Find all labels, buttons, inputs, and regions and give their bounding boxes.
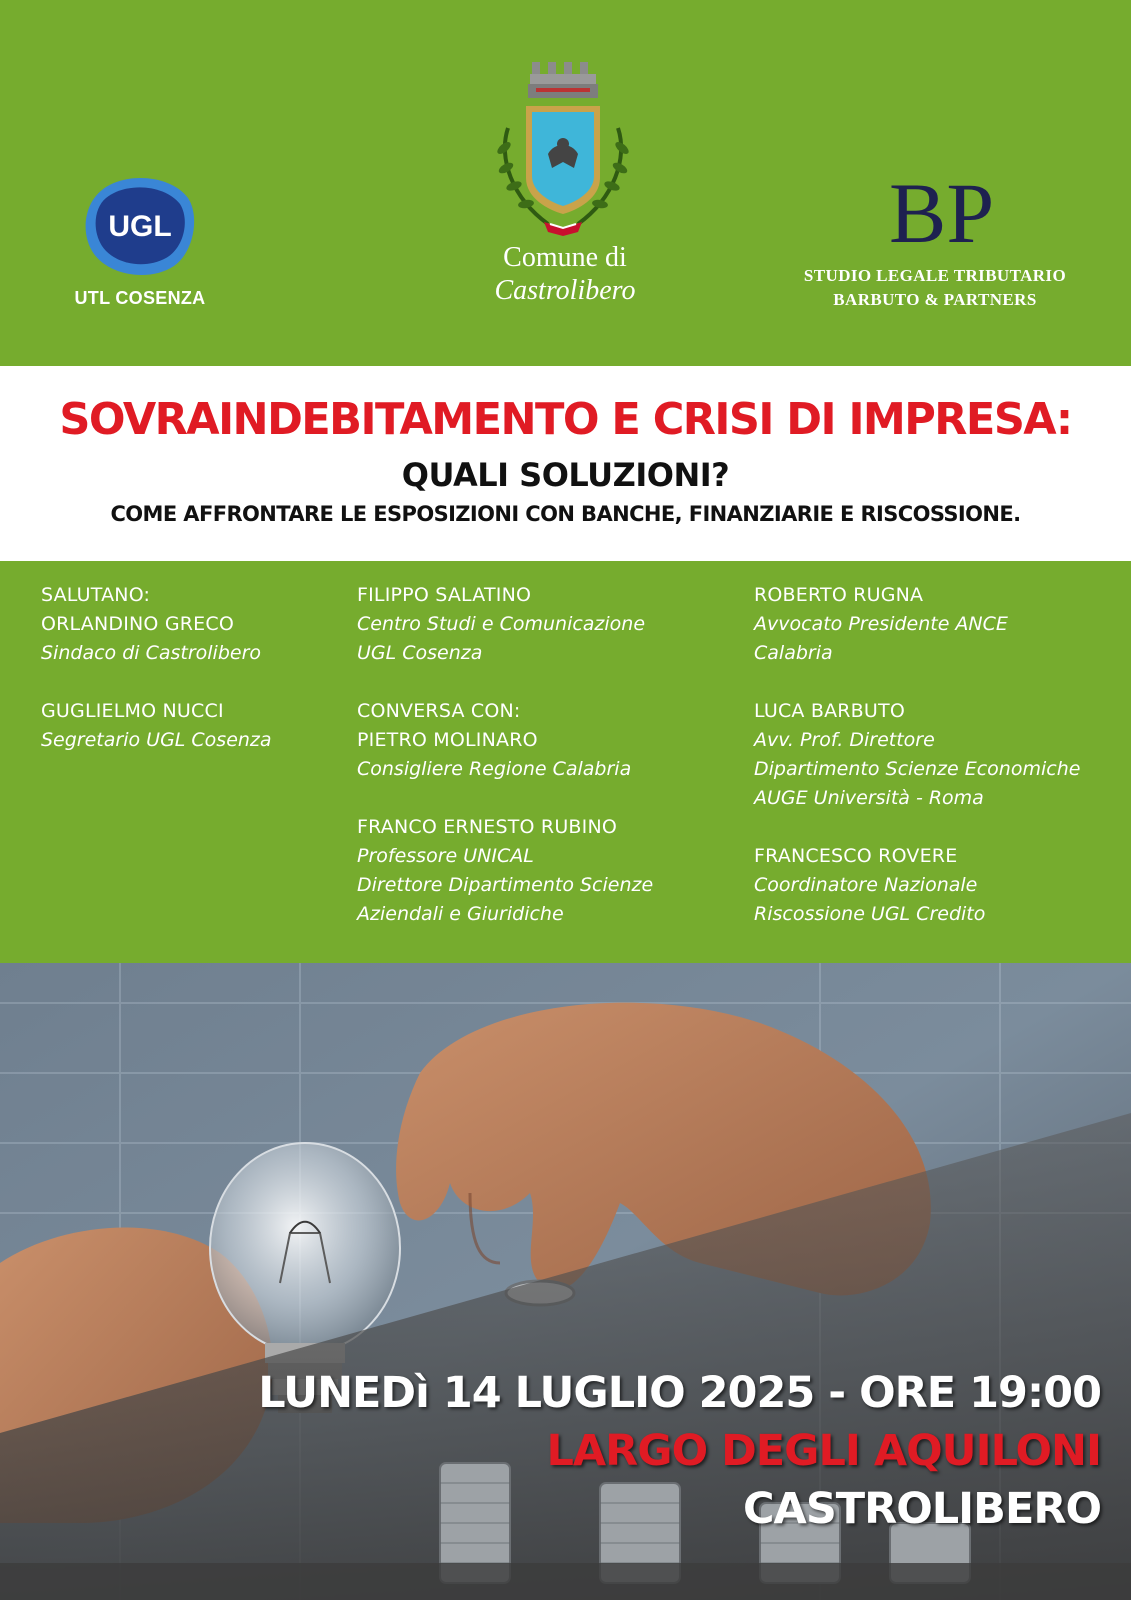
studio-monogram-logo xyxy=(885,158,995,250)
header-band xyxy=(0,0,1131,366)
speakers-section xyxy=(0,561,1131,963)
speaker-role: Direttore Dipartimento Scienze xyxy=(357,874,654,896)
title-band xyxy=(0,366,1131,561)
speaker-role: Centro Studi e Comunicazione xyxy=(357,613,646,635)
speaker-entry xyxy=(754,697,1124,813)
speakers-column-2 xyxy=(357,581,737,958)
section-label: CONVERSA CON: xyxy=(357,700,521,722)
speaker-entry xyxy=(754,842,1124,929)
event-date: LUNEDì 14 LUGLIO 2025 - ORE 19:00 xyxy=(258,1368,1101,1418)
event-place: LARGO DEGLI AQUILONI xyxy=(546,1426,1101,1476)
speaker-role: AUGE Università - Roma xyxy=(754,787,984,809)
speaker-role: Avv. Prof. Direttore xyxy=(754,729,935,751)
event-city: CASTROLIBERO xyxy=(742,1484,1101,1534)
studio-name-line2: BARBUTO & PARTNERS xyxy=(833,290,1037,309)
speaker-role: Dipartimento Scienze Economiche xyxy=(754,758,1081,780)
studio-name-line1: STUDIO LEGALE TRIBUTARIO xyxy=(803,266,1067,285)
speakers-column-1 xyxy=(41,581,341,784)
speaker-role: Riscossione UGL Credito xyxy=(754,903,986,925)
speaker-name: FRANCESCO ROVERE xyxy=(754,845,958,867)
speaker-role: Sindaco di Castrolibero xyxy=(41,642,262,664)
speakers-column-3 xyxy=(754,581,1124,958)
speaker-name: LUCA BARBUTO xyxy=(754,700,905,722)
ugl-badge-text: UGL xyxy=(108,210,172,243)
speaker-role: Avvocato Presidente ANCE xyxy=(754,613,1008,635)
comune-crest-icon xyxy=(478,58,648,238)
ugl-logo xyxy=(84,176,196,276)
speaker-name: ROBERTO RUGNA xyxy=(754,584,924,606)
monogram-b: BP xyxy=(889,165,995,250)
ugl-caption: UTL COSENZA xyxy=(74,288,206,308)
speaker-role: Coordinatore Nazionale xyxy=(754,874,978,896)
speaker-entry xyxy=(357,581,737,668)
speaker-role: Calabria xyxy=(754,642,833,664)
speaker-entry xyxy=(754,581,1124,668)
speaker-entry xyxy=(41,697,341,755)
event-subtitle: QUALI SOLUZIONI? xyxy=(401,456,730,494)
event-title: SOVRAINDEBITAMENTO E CRISI DI IMPRESA: xyxy=(59,394,1072,445)
speaker-entry xyxy=(357,813,737,929)
comune-label: Comune di xyxy=(503,242,627,273)
comune-name: Castrolibero xyxy=(494,275,636,306)
speaker-name: ORLANDINO GRECO xyxy=(41,613,234,635)
speaker-name: FRANCO ERNESTO RUBINO xyxy=(357,816,618,838)
section-label: SALUTANO: xyxy=(41,584,151,606)
speaker-role: Aziendali e Giuridiche xyxy=(357,903,564,925)
speaker-role: UGL Cosenza xyxy=(357,642,483,664)
speaker-name: PIETRO MOLINARO xyxy=(357,729,538,751)
event-description: COME AFFRONTARE LE ESPOSIZIONI CON BANCHE, FINANZIARIE E RISCOSSIONE. xyxy=(110,502,1021,526)
speaker-role: Segretario UGL Cosenza xyxy=(41,729,272,751)
speaker-name: GUGLIELMO NUCCI xyxy=(41,700,224,722)
speaker-entry xyxy=(357,697,737,784)
speaker-role: Consigliere Regione Calabria xyxy=(357,758,632,780)
speaker-role: Professore UNICAL xyxy=(357,845,534,867)
speaker-entry xyxy=(41,581,341,668)
speaker-name: FILIPPO SALATINO xyxy=(357,584,532,606)
